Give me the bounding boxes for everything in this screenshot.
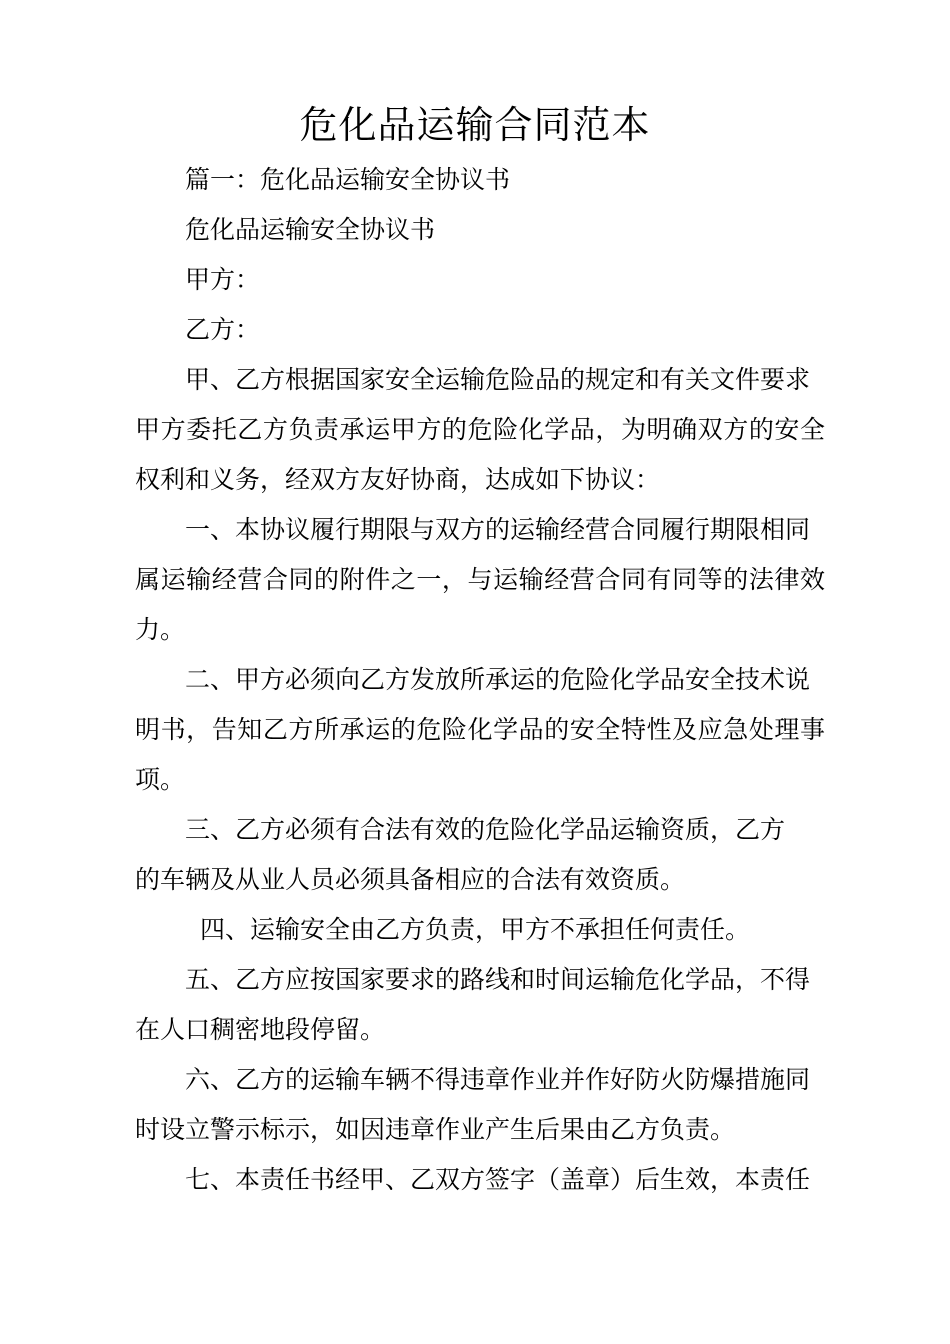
clause-line: 力。 [135, 615, 186, 644]
paragraph-line: 权利和义务，经双方友好协商，达成如下协议： [135, 465, 661, 494]
clause-line: 五、乙方应按国家要求的路线和时间运输危化学品，不得 [185, 965, 811, 994]
clause-line: 时设立警示标示，如因违章作业产生后果由乙方负责。 [135, 1115, 736, 1144]
clause-line: 三、乙方必须有合法有效的危险化学品运输资质，乙方 [185, 815, 786, 844]
clause-line: 四、运输安全由乙方负责，甲方不承担任何责任。 [200, 915, 751, 944]
clause-line: 的车辆及从业人员必须具备相应的合法有效资质。 [135, 865, 686, 894]
section-heading: 篇一：危化品运输安全协议书 [185, 165, 511, 194]
paragraph-line: 甲方委托乙方负责承运甲方的危险化学品，为明确双方的安全 [135, 415, 825, 444]
party-a-label: 甲方： [185, 265, 261, 294]
clause-line: 七、本责任书经甲、乙双方签字（盖章）后生效，本责任 [185, 1165, 811, 1194]
clause-line: 六、乙方的运输车辆不得违章作业并作好防火防爆措施同 [185, 1065, 811, 1094]
clause-line: 二、甲方必须向乙方发放所承运的危险化学品安全技术说 [185, 665, 811, 694]
agreement-title: 危化品运输安全协议书 [185, 215, 436, 244]
clause-line: 一、本协议履行期限与双方的运输经营合同履行期限相同 [185, 515, 811, 544]
clause-line: 在人口稠密地段停留。 [135, 1015, 386, 1044]
clause-line: 明书，告知乙方所承运的危险化学品的安全特性及应急处理事 [135, 715, 825, 744]
clause-line: 属运输经营合同的附件之一，与运输经营合同有同等的法律效 [135, 565, 825, 594]
clause-line: 项。 [135, 765, 186, 794]
paragraph-line: 甲、乙方根据国家安全运输危险品的规定和有关文件要求 [185, 365, 811, 394]
document-title: 危化品运输合同范本 [299, 103, 651, 147]
party-b-label: 乙方： [185, 315, 261, 344]
